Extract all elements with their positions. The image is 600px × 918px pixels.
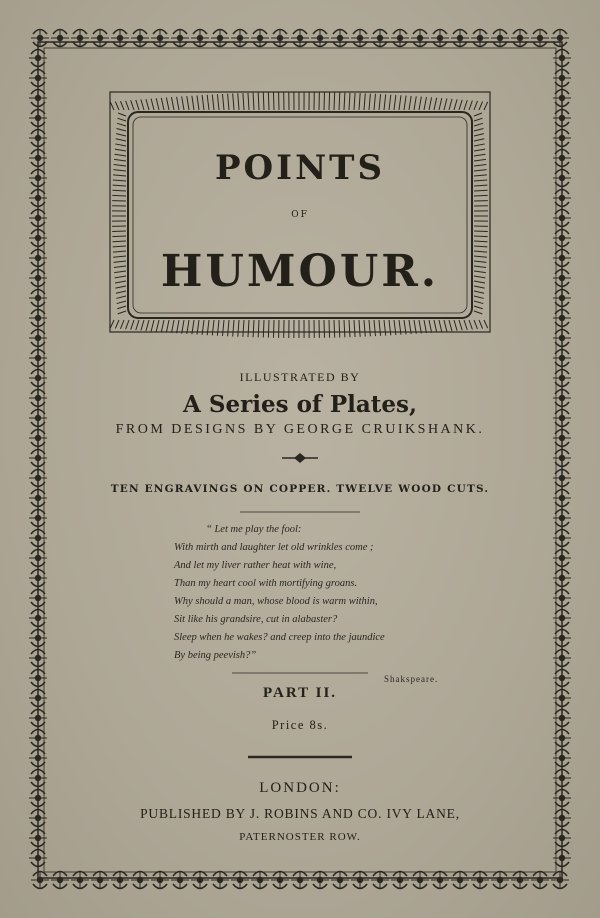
border-ornament — [51, 871, 69, 889]
border-ornament — [291, 29, 309, 47]
quote-line: Why should a man, whose blood is warm within, — [174, 596, 378, 607]
border-ornament — [251, 871, 269, 889]
border-ornament — [151, 871, 169, 889]
border-ornament — [411, 29, 429, 47]
border-ornament — [191, 871, 209, 889]
border-ornament — [471, 871, 489, 889]
border-ornament — [531, 871, 549, 889]
border-ornament — [511, 871, 529, 889]
city: LONDON: — [259, 780, 341, 796]
border-ornament — [211, 871, 229, 889]
border-ornament — [431, 29, 449, 47]
border-ornament — [371, 29, 389, 47]
title-points: POINTS — [214, 148, 386, 188]
border-ornament — [131, 29, 149, 47]
border-ornament — [411, 871, 429, 889]
border-ornament — [171, 871, 189, 889]
border-ornament — [431, 871, 449, 889]
border-ornament — [131, 871, 149, 889]
border-ornament — [91, 29, 109, 47]
border-ornament — [191, 29, 209, 47]
border-ornament — [291, 871, 309, 889]
quote-line: With mirth and laughter let old wrinkles come ; — [174, 542, 374, 553]
border-ornament — [451, 29, 469, 47]
border-ornament — [231, 871, 249, 889]
quote-line: “ Let me play the fool: — [206, 524, 302, 535]
border-ornament — [31, 871, 49, 889]
border-ornament — [111, 871, 129, 889]
border-ornament — [371, 871, 389, 889]
engravings-note: TEN ENGRAVINGS ON COPPER. TWELVE WOOD CUTS. — [110, 483, 490, 495]
border-ornament — [51, 29, 69, 47]
illustrated-by: ILLUSTRATED BY — [239, 370, 361, 384]
border-ornament — [91, 871, 109, 889]
from-designs: FROM DESIGNS BY GEORGE CRUIKSHANK. — [115, 422, 485, 437]
border-ornament — [491, 871, 509, 889]
border-ornament — [491, 29, 509, 47]
quote-line: By being peevish?” — [174, 650, 257, 661]
border-ornament — [451, 871, 469, 889]
border-ornament — [271, 871, 289, 889]
border-ornament — [531, 29, 549, 47]
quote-line: Than my heart cool with mortifying groans. — [174, 578, 358, 589]
border-ornament — [551, 29, 569, 47]
border-ornament — [31, 29, 49, 47]
publisher: PUBLISHED BY J. ROBINS AND CO. IVY LANE, — [140, 806, 460, 821]
border-ornament — [71, 871, 89, 889]
border-ornament — [311, 29, 329, 47]
address: PATERNOSTER ROW. — [239, 831, 361, 843]
border-ornament — [551, 871, 569, 889]
border-ornament — [471, 29, 489, 47]
border-ornament — [211, 29, 229, 47]
quote-line: Sit like his grandsire, cut in alabaster? — [174, 614, 338, 625]
border-ornament — [351, 871, 369, 889]
border-ornament — [111, 29, 129, 47]
quote-line: Sleep when he wakes? and creep into the jaundice — [174, 632, 385, 643]
border-ornament — [151, 29, 169, 47]
quote-attribution: Shakspeare. — [384, 674, 439, 684]
border-ornament — [311, 871, 329, 889]
border-ornament — [171, 29, 189, 47]
border-ornament — [231, 29, 249, 47]
title-of: OF — [291, 210, 309, 220]
border-ornament — [331, 871, 349, 889]
price: Price 8s. — [271, 718, 329, 732]
border-ornament — [71, 29, 89, 47]
part-number: PART II. — [262, 685, 338, 701]
border-ornament — [511, 29, 529, 47]
series-of-plates: A Series of Plates, — [183, 391, 417, 418]
border-ornament — [391, 29, 409, 47]
border-ornament — [351, 29, 369, 47]
border-ornament — [391, 871, 409, 889]
title-humour: HUMOUR. — [160, 246, 440, 297]
border-ornament — [251, 29, 269, 47]
border-ornament — [271, 29, 289, 47]
border-ornament — [331, 29, 349, 47]
quote-line: And let my liver rather heat with wine, — [174, 560, 337, 571]
